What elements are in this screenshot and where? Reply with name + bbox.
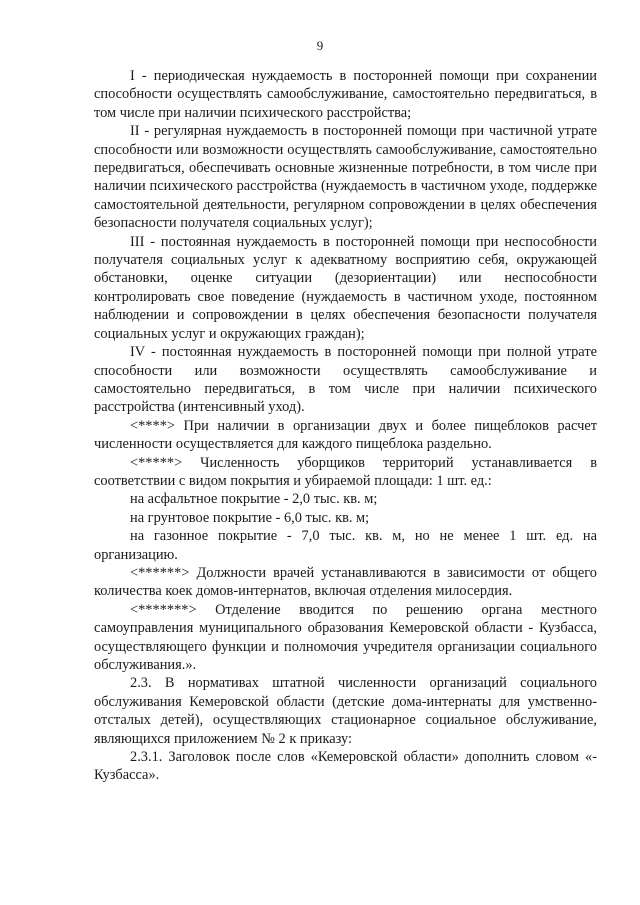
footnote-5-stars: <*****> Численность уборщиков территорий устанавливается в соответствии с видом покрытия и убираемой площади: 1 шт. ед.:	[94, 454, 597, 489]
section-2-3-1: 2.3.1. Заголовок после слов «Кемеровской области» дополнить словом «- Кузбасса».	[94, 749, 597, 784]
page-number: 9	[316, 38, 324, 53]
footnote-6-stars: <******> Должности врачей устанавливаются в зависимости от общего количества коек домов-интернатов, включая отделения милосердия.	[94, 564, 597, 600]
coverage-lawn: на газонное покрытие - 7,0 тыс. кв. м, но не менее 1 шт. ед. на организацию.	[94, 528, 597, 563]
paragraph-category-2: II - регулярная нуждаемость в посторонней помощи при частичной утрате способности или возможности осуществлять самообслуживание, самостоятельно передвигаться, обеспечивать основные жизненные потребности, в том числе при наличии психического расстройства (нуждаемость в частичном уходе, поддержке самостоятельной деятельности, регулярном сопровождении в целях обеспечения безопасности получателя социальных услуг);	[94, 123, 597, 232]
section-2-3: 2.3. В нормативах штатной численности организаций социального обслуживания Кемеровской области (детские дома-интернаты для умственно-отсталых детей), осуществляющих стационарное социальное обслуживание, являющихся приложением № 2 к приказу:	[94, 675, 597, 747]
paragraph-category-4: IV - постоянная нуждаемость в посторонней помощи при полной утрате способности или возможности осуществлять самообслуживание и самостоятельно передвигаться, в том числе при наличии психического расстройства (интенсивный уход).	[94, 344, 597, 416]
paragraph-category-3: III - постоянная нуждаемость в посторонней помощи при неспособности получателя социальных услуг к адекватному восприятию себя, окружающей обстановки, оценке ситуации (дезориентации) или неспособности контролировать свое поведение (нуждаемость в частичном уходе, постоянном наблюдении и сопровождении в целях обеспечения безопасности получателя социальных услуг и окружающих граждан);	[94, 233, 597, 342]
footnote-4-stars: <****> При наличии в организации двух и более пищеблоков расчет численности осуществляется для каждого пищеблока раздельно.	[94, 417, 597, 453]
footnote-7-stars: <*******> Отделение вводится по решению органа местного самоуправления муниципального образования Кемеровской области - Кузбасса, осуществляющего функции и полномочия учредителя организации социального обслуживания.».	[94, 601, 597, 673]
paragraph-category-1: I - периодическая нуждаемость в посторонней помощи при сохранении способности осуществлять самообслуживание, самостоятельно передвигаться, в том числе при наличии психического расстройства;	[94, 68, 597, 121]
document-body	[94, 67, 597, 785]
coverage-ground: на грунтовое покрытие - 6,0 тыс. кв. м;	[130, 509, 370, 526]
coverage-asphalt: на асфальтное покрытие - 2,0 тыс. кв. м;	[130, 491, 378, 508]
